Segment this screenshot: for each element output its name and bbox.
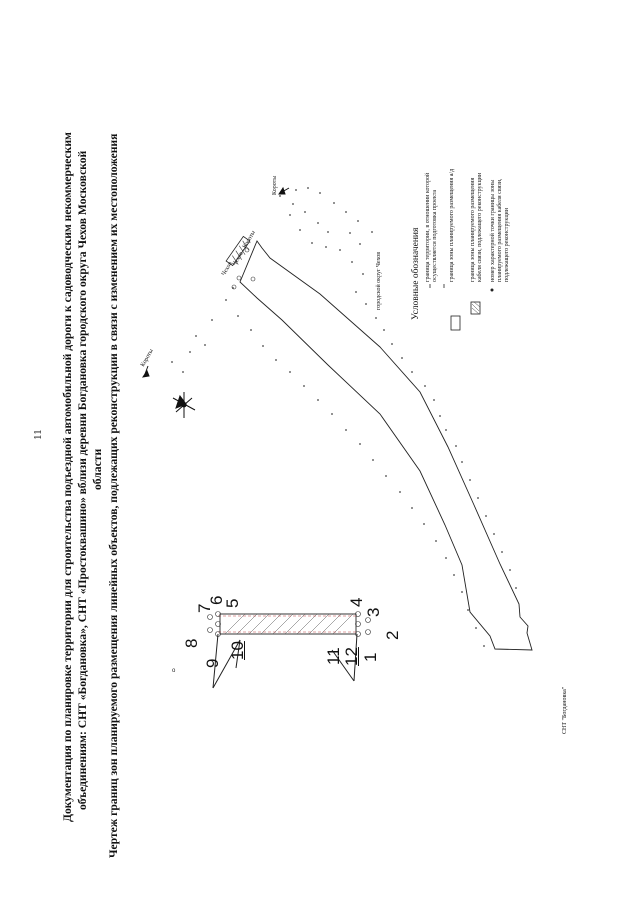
planned-road-zone (240, 241, 532, 650)
legend-item-5-line-1: номер характерной точки границы зоны (490, 179, 496, 282)
point-number-4: 4 (347, 597, 366, 607)
direction-arrows (143, 188, 289, 377)
legend-item-4-line-2: кабеля связи, подлежащего реконструкции (477, 172, 483, 282)
label-chekhov: Чехов (221, 260, 234, 277)
page-corner-mark: о (172, 668, 176, 674)
title-line-4: Чертеж границ зон планируемого размещения линейных объектов, подлежащих реконструкции в связи с изменением их местоположения (107, 133, 120, 858)
hatched-zone-main (208, 612, 371, 637)
point-number-8: 8 (182, 638, 201, 648)
label-koroty-left: Короты (140, 348, 155, 368)
legend-item-6-line-1: подлежащего реконструкции (504, 208, 510, 282)
point-number-2: 2 (383, 630, 402, 640)
point-number-1: 1 (361, 652, 380, 662)
legend-heading: Условные обозначения (411, 227, 421, 320)
point-number-5: 5 (223, 598, 242, 608)
legend-item-1-line-1: граница территории, в отношении которой (425, 172, 431, 282)
point-number-11: 11 (324, 647, 343, 665)
point-number-12: 12 (342, 647, 361, 666)
label-koroty-top: Короты (272, 175, 278, 195)
point-number-7: 7 (195, 603, 214, 613)
point-number-10: 10 (228, 641, 247, 660)
point-number-9: 9 (203, 658, 222, 668)
title-line-3: области (91, 448, 104, 490)
title-line-2: объединениям: СНТ «Богдановка», СНТ «Простоквашино» вблизи деревни Богдановка городского округа Чехов Московской (76, 150, 89, 810)
label-chekhov-koroty: Чехов - Короты (232, 229, 257, 267)
legend-symbols (430, 284, 494, 330)
point-number-3: 3 (364, 607, 383, 617)
label-gorodskoy-okrug: городской округ Чехов (376, 251, 382, 310)
legend-item-2-line-1: граница зоны планируемого размещения а/д (449, 168, 455, 282)
legend-item-4-line-1: граница зоны планируемого размещения (470, 177, 476, 282)
title-line-1: Документация по планировке территории для строительства подъездной автомобильной дороги к садоводческим некоммерческим (61, 132, 74, 822)
road-edge-dots (171, 187, 517, 647)
page-number: 11 (32, 429, 44, 440)
legend-item-5-line-2: планируемого размещения кабеля связи, (497, 178, 503, 282)
north-arrow-icon (173, 392, 195, 418)
point-number-6: 6 (207, 595, 226, 605)
label-snt-bogdanovka: СНТ "Богдановка" (562, 686, 568, 734)
legend-item-1-line-2: осуществляется подготовка проекта (432, 189, 438, 282)
